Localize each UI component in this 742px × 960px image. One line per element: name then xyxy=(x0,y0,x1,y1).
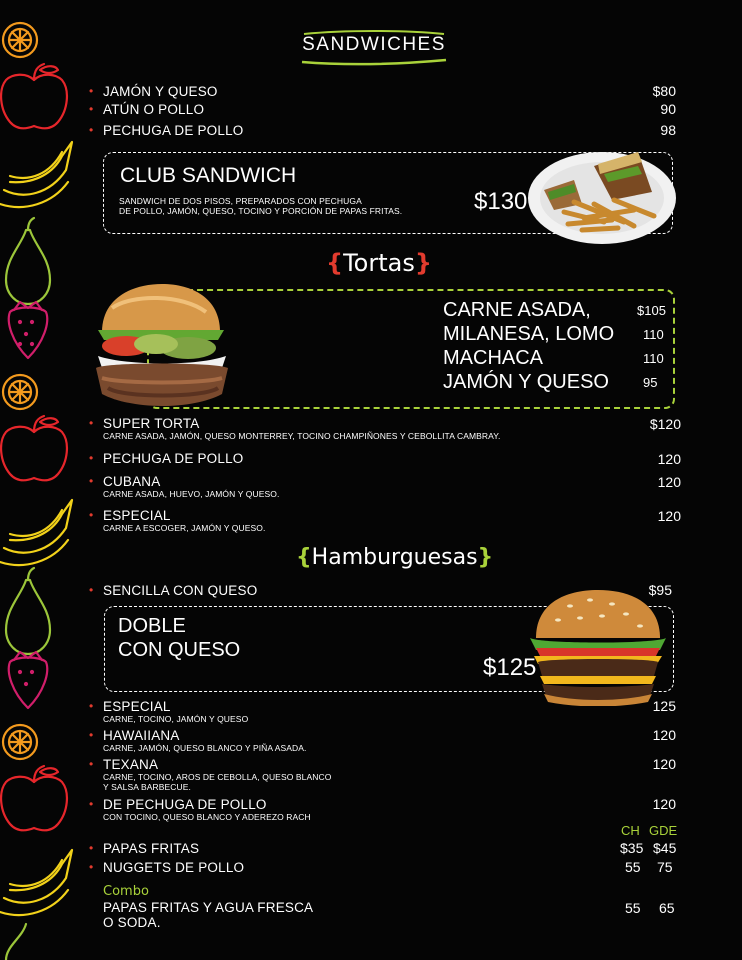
orange-icon xyxy=(3,23,37,57)
item-price: 120 xyxy=(652,796,676,812)
orange-icon xyxy=(3,725,37,759)
menu-item-papas-fritas: • PAPAS FRITAS xyxy=(89,841,200,856)
item-price-ch: $35 xyxy=(620,840,644,856)
menu-item-super-torta: • SUPER TORTA CARNE ASADA, JAMÓN, QUESO MONTERREY, TOCINO CHAMPIÑONES Y CEBOLLITA CAMBRAY. xyxy=(89,416,501,441)
torta-box-item-machaca: MACHACA xyxy=(443,347,544,369)
combo-price-ch: 55 xyxy=(625,900,641,916)
doble-price: $125 xyxy=(483,654,537,681)
banana-icon xyxy=(0,142,72,207)
torta-image xyxy=(92,280,232,414)
combo-item: PAPAS FRITAS Y AGUA FRESCA O SODA. xyxy=(103,900,314,930)
tortas-heading: {Tortas} xyxy=(326,249,432,277)
menu-item-hawaiiana: • HAWAIIANA CARNE, JAMÓN, QUESO BLANCO Y PIÑA ASADA. xyxy=(89,728,307,753)
menu-item-nuggets: • NUGGETS DE POLLO xyxy=(89,860,245,875)
doble-title-line2: CON QUESO xyxy=(118,639,241,661)
doble-title-line1: DOBLE xyxy=(118,615,186,637)
strawberry-icon xyxy=(9,302,47,358)
menu-item-especial-burger: • ESPECIAL CARNE, TOCINO, JAMÓN Y QUESO xyxy=(89,699,249,724)
apple-icon xyxy=(1,416,67,480)
item-price: 125 xyxy=(652,698,676,714)
item-price: 120 xyxy=(657,451,681,467)
item-price: $105 xyxy=(637,303,666,318)
club-sandwich-plate-image xyxy=(524,142,680,246)
club-sandwich-title: CLUB SANDWICH xyxy=(120,164,297,187)
item-price-ch: 55 xyxy=(625,859,641,875)
club-sandwich-price: $130 xyxy=(474,188,528,215)
torta-box-item-jamon-queso: JAMÓN Y QUESO xyxy=(443,371,609,393)
item-price: 120 xyxy=(657,474,681,490)
item-price: 110 xyxy=(643,351,664,366)
apple-icon xyxy=(1,64,67,128)
menu-item-atun-pollo: • ATÚN O POLLO xyxy=(89,102,205,117)
burger-image xyxy=(530,588,666,706)
banana-icon xyxy=(0,500,72,565)
banana-icon xyxy=(0,850,72,915)
item-price: $120 xyxy=(649,416,681,432)
menu-item-jamon-queso: • JAMÓN Y QUESO xyxy=(89,84,218,99)
item-price: 95 xyxy=(643,375,658,390)
item-price: 120 xyxy=(657,508,681,524)
menu-item-cubana: • CUBANA CARNE ASADA, HUEVO, JAMÓN Y QUESO. xyxy=(89,474,280,499)
apple-icon xyxy=(1,766,67,830)
pear-icon xyxy=(6,924,26,960)
item-price-gde: $45 xyxy=(653,840,677,856)
item-price-gde: 75 xyxy=(657,859,673,875)
combo-price-gde: 65 xyxy=(659,900,675,916)
fruit-border-decoration xyxy=(0,0,80,960)
orange-icon xyxy=(3,375,37,409)
torta-box-item-milanesa: MILANESA, LOMO xyxy=(443,323,615,345)
item-price: 90 xyxy=(660,101,676,117)
torta-box-item-carne-asada: CARNE ASADA, xyxy=(443,299,591,321)
pear-icon xyxy=(6,568,50,654)
column-header-gde: GDE xyxy=(649,823,678,838)
menu-item-sencilla-con-queso: • SENCILLA CON QUESO xyxy=(89,583,258,598)
item-price: $80 xyxy=(652,83,676,99)
menu-item-texana: • TEXANA CARNE, TOCINO, AROS DE CEBOLLA, QUESO BLANCO Y SALSA BARBECUE. xyxy=(89,757,332,792)
menu-item-pechuga-pollo-burger: • DE PECHUGA DE POLLO CON TOCINO, QUESO BLANCO Y ADEREZO RACH xyxy=(89,797,311,822)
combo-label: Combo xyxy=(103,884,149,899)
menu-item-pechuga-pollo-torta: • PECHUGA DE POLLO xyxy=(89,451,244,466)
item-price: 120 xyxy=(652,756,676,772)
hamburguesas-heading: {Hamburguesas} xyxy=(296,545,494,570)
item-price: $95 xyxy=(648,582,672,598)
strawberry-icon xyxy=(9,652,47,708)
menu-item-pechuga-pollo: • PECHUGA DE POLLO xyxy=(89,123,244,138)
column-header-ch: CH xyxy=(621,823,640,838)
club-sandwich-description: SANDWICH DE DOS PISOS, PREPARADOS CON PECHUGA DE POLLO, JAMÓN, QUESO, TOCINO Y PORCIÓN DE PAPAS FRITAS. xyxy=(119,196,403,216)
item-price: 120 xyxy=(652,727,676,743)
pear-icon xyxy=(6,218,50,304)
item-price: 110 xyxy=(643,327,664,342)
menu-item-especial-torta: • ESPECIAL CARNE A ESCOGER, JAMÓN Y QUESO. xyxy=(89,508,266,533)
sandwiches-heading: SANDWICHES xyxy=(300,34,448,56)
item-price: 98 xyxy=(660,122,676,138)
